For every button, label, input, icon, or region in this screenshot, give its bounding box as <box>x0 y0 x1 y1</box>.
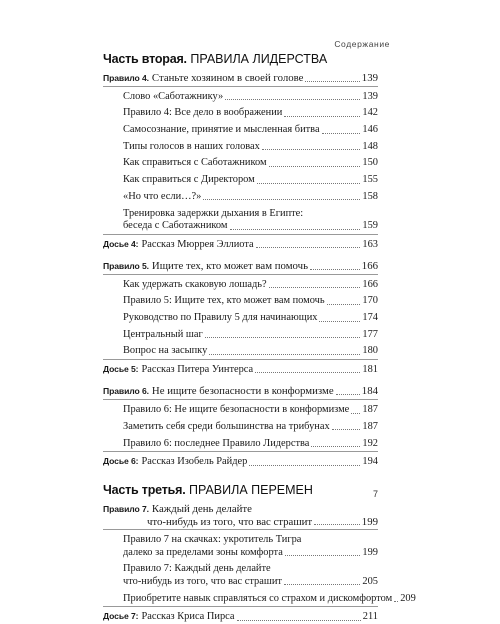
item-title: «Но что если…?» <box>123 190 202 202</box>
item-title: Правило 6: Не ищите безопасности в конформизме <box>123 404 350 416</box>
toc-dossier-entry[interactable] <box>103 610 378 624</box>
dossier-title: Рассказ Мюррея Эллиота <box>141 238 254 250</box>
toc-item-first-line[interactable]: Правило 7: Каждый день делайте <box>123 563 271 575</box>
dot-leader <box>327 304 361 305</box>
dossier-title: Рассказ Криса Пирса <box>141 611 235 623</box>
dot-leader <box>237 620 361 621</box>
page-number: 181 <box>362 363 378 375</box>
item-title: Правило 5: Ищите тех, кто может вам помочь <box>123 295 325 307</box>
page-number: 166 <box>361 260 378 272</box>
toc-item[interactable] <box>103 91 378 104</box>
dot-leader <box>269 166 361 167</box>
page-number: 199 <box>361 515 378 528</box>
dot-leader <box>230 229 361 230</box>
divider <box>103 234 378 235</box>
part-title: ПРАВИЛА ЛИДЕРСТВА <box>190 52 328 66</box>
dot-leader <box>262 149 361 150</box>
dot-leader <box>205 337 361 338</box>
dot-leader <box>209 354 360 355</box>
rule-title: что-нибудь из того, что вас страшит <box>147 515 313 528</box>
dot-leader <box>394 601 398 602</box>
toc-item[interactable] <box>103 279 378 292</box>
page-number: 150 <box>362 157 378 169</box>
toc-item[interactable] <box>103 157 378 170</box>
dot-leader <box>284 584 360 585</box>
page-number: 205 <box>362 575 378 587</box>
rule-label: Правило 5. <box>103 261 149 271</box>
rule-title: Ищите тех, кто может вам помочь <box>151 260 309 272</box>
toc-item[interactable] <box>103 345 378 358</box>
item-title: далеко за пределами зоны комфорта <box>123 546 283 558</box>
part-title: ПРАВИЛА ПЕРЕМЕН <box>188 482 313 497</box>
toc-item[interactable] <box>103 107 378 120</box>
toc-dossier-entry[interactable] <box>103 455 378 469</box>
divider <box>103 529 378 530</box>
toc-dossier-entry[interactable] <box>103 363 378 377</box>
toc-dossier-entry[interactable] <box>103 238 378 252</box>
toc-item[interactable] <box>103 592 416 606</box>
item-title: Заметить себя среди большинства на трибунах <box>123 420 330 432</box>
part-lead: Часть третья. <box>103 482 186 497</box>
dot-leader <box>310 269 360 270</box>
item-title: Слово «Саботажнику» <box>123 90 224 102</box>
dot-leader <box>249 465 360 466</box>
item-title: что-нибудь из того, что вас страшит <box>123 575 282 587</box>
dot-leader <box>319 321 360 322</box>
dot-leader <box>322 133 361 134</box>
toc-rule-entry[interactable] <box>103 72 378 85</box>
divider <box>103 451 378 452</box>
spacer <box>103 469 378 483</box>
toc-item[interactable] <box>103 438 378 451</box>
dot-leader <box>311 446 360 447</box>
item-title: Вопрос на засыпку <box>123 345 208 357</box>
page-folio: 7 <box>373 489 379 499</box>
table-of-contents <box>103 52 416 624</box>
toc-item[interactable] <box>103 576 378 589</box>
dot-leader <box>314 524 360 525</box>
page-number: 211 <box>362 611 378 623</box>
page-number: 148 <box>362 140 378 152</box>
running-head: Содержание <box>334 39 390 49</box>
toc-item-first-line[interactable]: Правило 7 на скачках: укротитель Тигра <box>123 534 302 546</box>
divider <box>103 359 378 360</box>
page-number: 166 <box>362 278 378 290</box>
page-number: 180 <box>362 345 378 357</box>
item-title: Как удержать скаковую лошадь? <box>123 278 267 290</box>
page-number: 146 <box>362 124 378 136</box>
dot-leader <box>225 99 360 100</box>
item-title: Правило 6: последнее Правило Лидерства <box>123 437 310 449</box>
dot-leader <box>284 116 360 117</box>
toc-item[interactable] <box>103 295 378 308</box>
item-title: Типы голосов в наших головах <box>123 140 260 152</box>
rule-label: Правило 7. <box>103 503 149 514</box>
dossier-label: Досье 4: <box>103 238 139 249</box>
page-number: 187 <box>362 420 378 432</box>
dot-leader <box>305 81 359 82</box>
page-number: 192 <box>362 437 378 449</box>
page-number: 142 <box>362 107 378 119</box>
page-number: 158 <box>362 190 378 202</box>
part-heading <box>103 483 378 497</box>
toc-item[interactable] <box>103 220 378 233</box>
item-title: Приобретите навык справляться со страхом и дискомфортом <box>123 592 393 604</box>
toc-rule-entry[interactable] <box>103 385 378 398</box>
item-title: беседа с Саботажником <box>123 220 228 231</box>
toc-item[interactable] <box>103 329 378 342</box>
toc-item[interactable] <box>103 174 378 187</box>
rule-label: Правило 4. <box>103 73 149 83</box>
item-title: Как справиться с Саботажником <box>123 157 267 169</box>
toc-item[interactable] <box>103 141 378 154</box>
divider <box>103 86 378 87</box>
page-number: 199 <box>362 546 378 558</box>
toc-item[interactable] <box>103 547 378 560</box>
dot-leader <box>203 199 360 200</box>
dot-leader <box>256 247 361 248</box>
page-number: 163 <box>362 238 378 250</box>
page-number: 159 <box>362 220 378 231</box>
page-number: 209 <box>400 592 416 604</box>
toc-item[interactable] <box>103 404 378 417</box>
divider <box>103 274 378 275</box>
rule-title: Не ищите безопасности в конформизме <box>151 385 334 398</box>
page-number: 184 <box>361 385 378 398</box>
dot-leader <box>257 183 361 184</box>
toc-item[interactable] <box>103 421 378 434</box>
rule-title: Станьте хозяином в своей голове <box>151 72 304 84</box>
dossier-label: Досье 5: <box>103 363 139 374</box>
toc-item[interactable] <box>103 124 378 137</box>
rule-label: Правило 6. <box>103 386 149 397</box>
item-title: Как справиться с Директором <box>123 174 255 186</box>
dossier-label: Досье 6: <box>103 456 139 466</box>
dot-leader <box>269 287 361 288</box>
toc-rule-entry[interactable] <box>103 260 378 273</box>
dossier-label: Досье 7: <box>103 611 139 622</box>
item-title: Самосознание, принятие и мысленная битва <box>123 124 320 136</box>
toc-rule-entry[interactable] <box>103 516 378 529</box>
toc-item[interactable] <box>103 191 378 204</box>
divider <box>103 399 378 400</box>
rule-title: Каждый день делайте <box>151 502 252 515</box>
page-number: 170 <box>362 295 378 307</box>
part-lead: Часть вторая. <box>103 52 187 66</box>
dossier-title: Рассказ Изобель Райдер <box>141 456 248 467</box>
page-number: 139 <box>361 72 378 84</box>
dossier-title: Рассказ Питера Уинтерса <box>141 363 254 375</box>
part-heading <box>103 52 378 66</box>
page-number: 177 <box>362 328 378 340</box>
dot-leader <box>332 429 361 430</box>
dot-leader <box>336 394 360 395</box>
page-number: 187 <box>362 404 378 416</box>
item-title: Руководство по Правилу 5 для начинающих <box>123 312 318 324</box>
page-number: 194 <box>362 456 378 467</box>
toc-item[interactable] <box>103 312 378 325</box>
dot-leader <box>255 372 360 373</box>
dot-leader <box>285 555 361 556</box>
dot-leader <box>351 413 360 414</box>
page-number: 155 <box>362 174 378 186</box>
page-number: 174 <box>362 312 378 324</box>
toc-rule-first-line[interactable] <box>103 503 378 516</box>
toc-item-first-line[interactable]: Тренировка задержки дыхания в Египте: <box>123 207 304 219</box>
divider <box>103 606 378 607</box>
page-number: 139 <box>362 90 378 102</box>
item-title: Правило 4: Все дело в воображении <box>123 107 283 119</box>
item-title: Центральный шаг <box>123 328 203 340</box>
